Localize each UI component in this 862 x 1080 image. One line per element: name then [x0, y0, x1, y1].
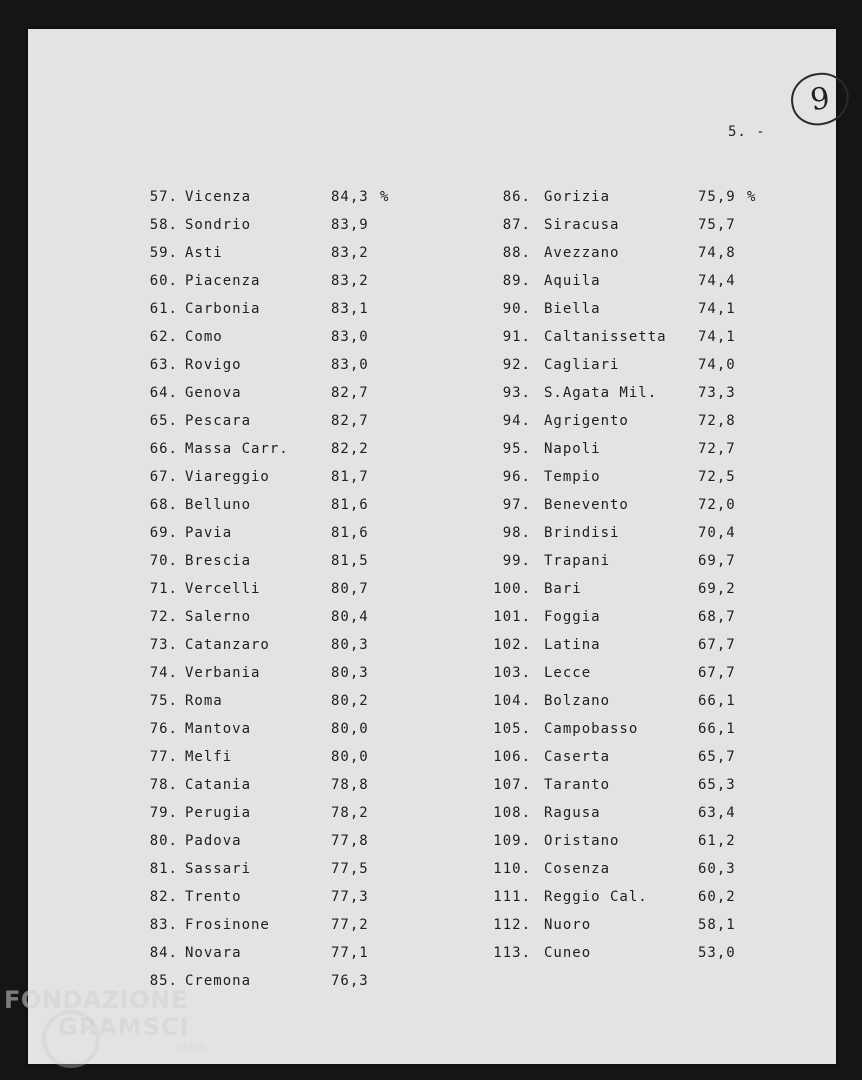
city-name: Brindisi — [544, 525, 620, 541]
rank-number: 94. — [502, 413, 531, 429]
percentage-value: 65,7 — [698, 749, 736, 765]
rank-number: 79. — [149, 805, 178, 821]
city-name: Verbania — [185, 665, 261, 681]
folio-number-circled: 9 — [788, 69, 853, 129]
percentage-value: 77,1 — [331, 945, 369, 961]
percentage-value: 83,0 — [331, 329, 369, 345]
city-name: Aquila — [544, 273, 601, 289]
rank-number: 101. — [493, 609, 531, 625]
city-name: Sassari — [185, 861, 252, 877]
city-name: Asti — [185, 245, 223, 261]
percent-sign: % — [380, 189, 390, 205]
city-name: Foggia — [544, 609, 601, 625]
city-name: Viareggio — [185, 469, 270, 485]
rank-number: 104. — [493, 693, 531, 709]
rank-number: 103. — [493, 665, 531, 681]
rank-number: 80. — [149, 833, 178, 849]
percentage-value: 77,2 — [331, 917, 369, 933]
document-page — [28, 29, 836, 1064]
rank-number: 68. — [149, 497, 178, 513]
city-name: Bari — [544, 581, 582, 597]
city-name: Nuoro — [544, 917, 592, 933]
percentage-value: 70,4 — [698, 525, 736, 541]
percentage-value: 77,3 — [331, 889, 369, 905]
rank-number: 60. — [149, 273, 178, 289]
rank-number: 90. — [502, 301, 531, 317]
rank-number: 69. — [149, 525, 178, 541]
percentage-value: 72,5 — [698, 469, 736, 485]
rank-number: 58. — [149, 217, 178, 233]
rank-number: 64. — [149, 385, 178, 401]
rank-number: 77. — [149, 749, 178, 765]
percentage-value: 80,2 — [331, 693, 369, 709]
percentage-value: 80,3 — [331, 637, 369, 653]
city-name: Rovigo — [185, 357, 242, 373]
city-name: Catania — [185, 777, 252, 793]
rank-number: 106. — [493, 749, 531, 765]
city-name: Cremona — [185, 973, 252, 989]
percentage-value: 83,1 — [331, 301, 369, 317]
city-name: Melfi — [185, 749, 233, 765]
city-name: Padova — [185, 833, 242, 849]
percentage-value: 75,9 — [698, 189, 736, 205]
percentage-value: 66,1 — [698, 693, 736, 709]
percentage-value: 82,2 — [331, 441, 369, 457]
percentage-value: 83,9 — [331, 217, 369, 233]
percentage-value: 83,2 — [331, 245, 369, 261]
city-name: Genova — [185, 385, 242, 401]
city-name: Napoli — [544, 441, 601, 457]
city-name: Roma — [185, 693, 223, 709]
percentage-value: 82,7 — [331, 385, 369, 401]
percentage-value: 61,2 — [698, 833, 736, 849]
percentage-value: 74,8 — [698, 245, 736, 261]
rank-number: 96. — [502, 469, 531, 485]
percentage-value: 81,5 — [331, 553, 369, 569]
city-name: Perugia — [185, 805, 252, 821]
rank-number: 85. — [149, 973, 178, 989]
city-name: Bolzano — [544, 693, 611, 709]
percentage-value: 80,7 — [331, 581, 369, 597]
percent-sign: % — [747, 189, 757, 205]
percentage-value: 67,7 — [698, 637, 736, 653]
city-name: Campobasso — [544, 721, 639, 737]
rank-number: 76. — [149, 721, 178, 737]
archive-watermark — [4, 988, 205, 1052]
percentage-value: 72,8 — [698, 413, 736, 429]
city-name: Vercelli — [185, 581, 261, 597]
city-name: Gorizia — [544, 189, 611, 205]
watermark-g-ring — [42, 1010, 100, 1068]
percentage-value: 63,4 — [698, 805, 736, 821]
rank-number: 59. — [149, 245, 178, 261]
percentage-value: 73,3 — [698, 385, 736, 401]
rank-number: 66. — [149, 441, 178, 457]
page-number: 5. - — [728, 124, 766, 140]
city-name: Latina — [544, 637, 601, 653]
city-name: Frosinone — [185, 917, 270, 933]
percentage-value: 77,8 — [331, 833, 369, 849]
percentage-value: 80,0 — [331, 749, 369, 765]
rank-number: 72. — [149, 609, 178, 625]
percentage-value: 80,3 — [331, 665, 369, 681]
rank-number: 74. — [149, 665, 178, 681]
rank-number: 97. — [502, 497, 531, 513]
rank-number: 61. — [149, 301, 178, 317]
percentage-value: 77,5 — [331, 861, 369, 877]
percentage-value: 76,3 — [331, 973, 369, 989]
rank-number: 110. — [493, 861, 531, 877]
rank-number: 81. — [149, 861, 178, 877]
rank-number: 113. — [493, 945, 531, 961]
percentage-value: 75,7 — [698, 217, 736, 233]
city-name: Agrigento — [544, 413, 629, 429]
city-name: Mantova — [185, 721, 252, 737]
percentage-value: 67,7 — [698, 665, 736, 681]
rank-number: 63. — [149, 357, 178, 373]
rank-number: 67. — [149, 469, 178, 485]
city-name: Salerno — [185, 609, 252, 625]
percentage-value: 83,2 — [331, 273, 369, 289]
city-name: S.Agata Mil. — [544, 385, 658, 401]
city-name: Catanzaro — [185, 637, 270, 653]
watermark-line-3: onlus — [176, 1040, 206, 1053]
rank-number: 62. — [149, 329, 178, 345]
percentage-value: 84,3 — [331, 189, 369, 205]
rank-number: 83. — [149, 917, 178, 933]
percentage-value: 78,8 — [331, 777, 369, 793]
rank-number: 65. — [149, 413, 178, 429]
rank-number: 98. — [502, 525, 531, 541]
city-name: Trapani — [544, 553, 611, 569]
percentage-value: 83,0 — [331, 357, 369, 373]
percentage-value: 80,4 — [331, 609, 369, 625]
rank-number: 88. — [502, 245, 531, 261]
city-name: Ragusa — [544, 805, 601, 821]
percentage-value: 80,0 — [331, 721, 369, 737]
rank-number: 112. — [493, 917, 531, 933]
rank-number: 86. — [502, 189, 531, 205]
city-name: Cuneo — [544, 945, 592, 961]
city-name: Pavia — [185, 525, 233, 541]
percentage-value: 74,4 — [698, 273, 736, 289]
rank-number: 89. — [502, 273, 531, 289]
rank-number: 92. — [502, 357, 531, 373]
percentage-value: 82,7 — [331, 413, 369, 429]
city-name: Tempio — [544, 469, 601, 485]
rank-number: 91. — [502, 329, 531, 345]
city-name: Reggio Cal. — [544, 889, 648, 905]
city-name: Oristano — [544, 833, 620, 849]
rank-number: 95. — [502, 441, 531, 457]
city-name: Belluno — [185, 497, 252, 513]
percentage-value: 72,7 — [698, 441, 736, 457]
rank-number: 105. — [493, 721, 531, 737]
rank-number: 99. — [502, 553, 531, 569]
city-name: Piacenza — [185, 273, 261, 289]
rank-number: 70. — [149, 553, 178, 569]
percentage-value: 81,7 — [331, 469, 369, 485]
percentage-value: 78,2 — [331, 805, 369, 821]
percentage-value: 58,1 — [698, 917, 736, 933]
city-name: Cosenza — [544, 861, 611, 877]
rank-number: 107. — [493, 777, 531, 793]
city-name: Benevento — [544, 497, 629, 513]
percentage-value: 74,0 — [698, 357, 736, 373]
percentage-value: 68,7 — [698, 609, 736, 625]
rank-number: 82. — [149, 889, 178, 905]
percentage-value: 65,3 — [698, 777, 736, 793]
city-name: Brescia — [185, 553, 252, 569]
city-name: Lecce — [544, 665, 592, 681]
city-name: Novara — [185, 945, 242, 961]
city-name: Como — [185, 329, 223, 345]
city-name: Caserta — [544, 749, 611, 765]
rank-number: 78. — [149, 777, 178, 793]
city-name: Massa Carr. — [185, 441, 289, 457]
rank-number: 111. — [493, 889, 531, 905]
city-name: Trento — [185, 889, 242, 905]
percentage-value: 66,1 — [698, 721, 736, 737]
percentage-value: 60,3 — [698, 861, 736, 877]
rank-number: 93. — [502, 385, 531, 401]
rank-number: 109. — [493, 833, 531, 849]
rank-number: 87. — [502, 217, 531, 233]
city-name: Biella — [544, 301, 601, 317]
watermark-line-2: GRAMSCI — [58, 1013, 190, 1041]
city-name: Caltanissetta — [544, 329, 667, 345]
rank-number: 57. — [149, 189, 178, 205]
city-name: Avezzano — [544, 245, 620, 261]
city-name: Pescara — [185, 413, 252, 429]
percentage-value: 74,1 — [698, 301, 736, 317]
city-name: Carbonia — [185, 301, 261, 317]
percentage-value: 53,0 — [698, 945, 736, 961]
rank-number: 84. — [149, 945, 178, 961]
percentage-value: 81,6 — [331, 497, 369, 513]
percentage-value: 69,2 — [698, 581, 736, 597]
rank-number: 71. — [149, 581, 178, 597]
city-name: Vicenza — [185, 189, 252, 205]
rank-number: 75. — [149, 693, 178, 709]
percentage-value: 60,2 — [698, 889, 736, 905]
rank-number: 73. — [149, 637, 178, 653]
city-name: Siracusa — [544, 217, 620, 233]
percentage-value: 74,1 — [698, 329, 736, 345]
city-name: Sondrio — [185, 217, 252, 233]
rank-number: 100. — [493, 581, 531, 597]
watermark-line-1: FONDAZIONE — [4, 986, 188, 1014]
rank-number: 108. — [493, 805, 531, 821]
city-name: Cagliari — [544, 357, 620, 373]
city-name: Taranto — [544, 777, 611, 793]
rank-number: 102. — [493, 637, 531, 653]
percentage-value: 69,7 — [698, 553, 736, 569]
percentage-value: 81,6 — [331, 525, 369, 541]
percentage-value: 72,0 — [698, 497, 736, 513]
